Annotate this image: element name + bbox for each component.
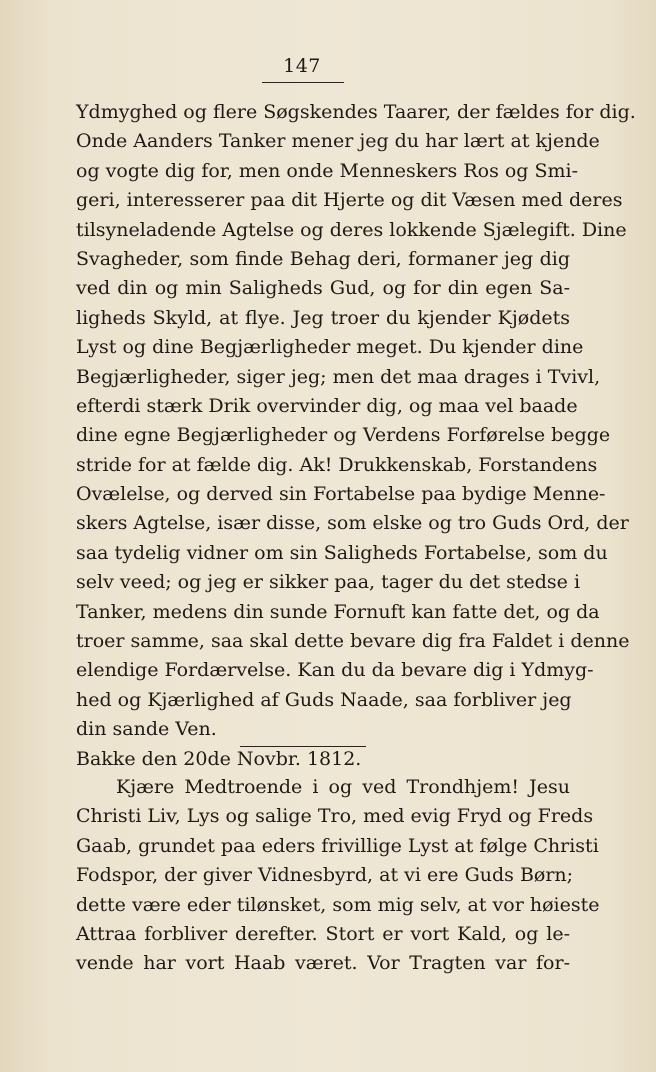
text-line: Ovælelse, og derved sin Fortabelse paa bydige Menne- (76, 483, 606, 506)
text-line: efterdi stærk Drik overvinder dig, og maa vel baade (76, 394, 578, 417)
text-line: tilsyneladende Agtelse og deres lokkende Sjælegift. Dine (76, 218, 627, 241)
text-line: ved din og min Saligheds Gud, og for din egen Sa- (76, 277, 570, 300)
text-line: Onde Aanders Tanker mener jeg du har lært at kjende (76, 130, 600, 153)
text-line: Attraa forbliver derefter. Stort er vort Kald, og le- (76, 922, 570, 945)
signature-line: Bakke den 20de Novbr. 1812. (76, 747, 362, 770)
letter-paragraph (76, 773, 600, 979)
text-line: Svagheder, som finde Behag deri, formaner jeg dig (76, 247, 570, 270)
text-line: Fodspor, der giver Vidnesbyrd, at vi ere Guds Børn; (76, 864, 574, 887)
text-line: saa tydelig vidner om sin Saligheds Fortabelse, som du (76, 541, 608, 564)
text-line: elendige Fordærvelse. Kan du da bevare dig i Ydmyg- (76, 659, 594, 682)
text-line: Lyst og dine Begjærligheder meget. Du kjender dine (76, 336, 584, 359)
text-line: stride for at fælde dig. Ak! Drukkenskab, Forstandens (76, 453, 598, 476)
page-number: 147 (283, 55, 321, 77)
text-line: troer samme, saa skal dette bevare dig fra Faldet i denne (76, 630, 630, 653)
text-line: Tanker, medens din sunde Fornuft kan fatte det, og da (76, 600, 600, 623)
text-line: Kjære Medtroende i og ved Trondhjem! Jesu (116, 776, 570, 798)
letter-paragraph (76, 98, 636, 774)
text-line: dine egne Begjærligheder og Verdens Forførelse begge (76, 424, 611, 447)
text-line: din sande Ven. (76, 718, 217, 741)
header-rule (262, 82, 344, 83)
text-line: og vogte dig for, men onde Menneskers Ros og Smi- (76, 159, 579, 182)
text-line: Christi Liv, Lys og salige Tro, med evig Fryd og Freds (76, 805, 594, 828)
text-line: vende har vort Haab været. Vor Tragten var for- (76, 952, 570, 975)
text-line: ligheds Skyld, at flye. Jeg troer du kjender Kjødets (76, 306, 570, 329)
text-line: skers Agtelse, især disse, som elske og tro Guds Ord, der (76, 512, 629, 535)
text-line: dette være eder tilønsket, som mig selv, at vor høieste (76, 893, 600, 916)
text-line: geri, interesserer paa dit Hjerte og dit Væsen med deres (76, 189, 623, 212)
text-line: Ydmyghed og flere Søgskendes Taarer, der fældes for dig. (76, 101, 636, 123)
text-line: selv veed; og jeg er sikker paa, tager du det stedse i (76, 571, 581, 594)
text-line: Begjærligheder, siger jeg; men det maa drages i Tvivl, (76, 365, 601, 388)
text-line: Gaab, grundet paa eders frivillige Lyst at følge Christi (76, 834, 599, 857)
section-divider (240, 746, 366, 747)
text-line: hed og Kjærlighed af Guds Naade, saa forbliver jeg (76, 688, 572, 711)
